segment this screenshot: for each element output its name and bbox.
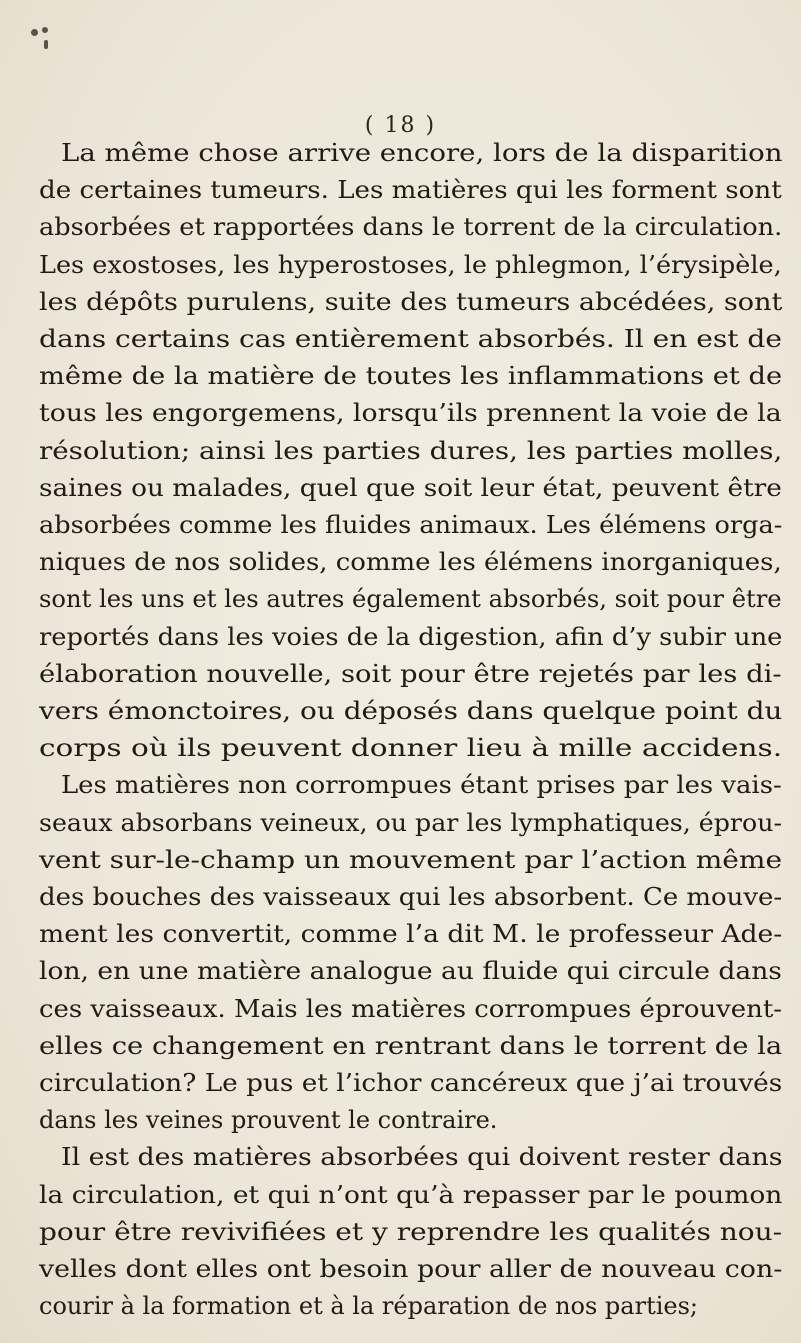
text-line: reportés dans les voies de la digestion, afin d’y subir une xyxy=(39,623,783,651)
ink-spot xyxy=(31,29,38,36)
text-line: absorbées et rapportées dans le torrent de la circulation. xyxy=(39,213,783,241)
text-line: dans les veines prouvent le contraire. xyxy=(39,1106,498,1134)
text-line: pour être revivifiées et y reprendre les qualités nou- xyxy=(39,1218,783,1246)
text-line: seaux absorbans veineux, ou par les lymphatiques, éprou- xyxy=(39,809,783,837)
text-line: velles dont elles ont besoin pour aller de nouveau con- xyxy=(39,1255,783,1283)
text-line: élaboration nouvelle, soit pour être rejetés par les di- xyxy=(39,660,782,688)
text-line: corps où ils peuvent donner lieu à mille accidens. xyxy=(39,734,783,762)
text-line: sont les uns et les autres également absorbés, soit pour être xyxy=(39,585,782,613)
text-line: Les matières non corrompues étant prises par les vais- xyxy=(61,771,782,799)
text-line: des bouches des vaisseaux qui les absorbent. Ce mouve- xyxy=(39,883,783,911)
text-line: ces vaisseaux. Mais les matières corrompues éprouvent- xyxy=(39,995,782,1023)
text-line: elles ce changement en rentrant dans le torrent de la xyxy=(39,1032,783,1060)
text-line: courir à la formation et à la réparation de nos parties; xyxy=(39,1292,699,1320)
text-line: vers émonctoires, ou déposés dans quelque point du xyxy=(39,697,783,725)
text-line: dans certains cas entièrement absorbés. Il en est de xyxy=(39,325,782,353)
text-line: saines ou malades, quel que soit leur état, peuvent être xyxy=(39,474,782,502)
text-line: même de la matière de toutes les inflammations et de xyxy=(39,362,783,390)
text-line: circulation? Le pus et l’ichor cancéreux que j’ai trouvés xyxy=(39,1069,783,1097)
text-line: tous les engorgemens, lorsqu’ils prennent la voie de la xyxy=(39,399,782,427)
text-line: absorbées comme les fluides animaux. Les élémens orga- xyxy=(39,511,783,539)
text-line: de certaines tumeurs. Les matières qui les forment sont xyxy=(39,176,782,204)
ink-spot xyxy=(42,27,48,33)
text-line: la circulation, et qui n’ont qu’à repasser par le poumon xyxy=(39,1181,783,1209)
text-line: vent sur-le-champ un mouvement par l’action même xyxy=(39,846,783,874)
text-line: niques de nos solides, comme les élémens inorganiques, xyxy=(39,548,782,576)
page-number: ( 18 ) xyxy=(364,113,437,138)
text-line: Les exostoses, les hyperostoses, le phlegmon, l’érysipèle, xyxy=(39,251,782,279)
text-line: ment les convertit, comme l’a dit M. le professeur Ade- xyxy=(39,920,783,948)
text-line: La même chose arrive encore, lors de la disparition xyxy=(61,139,783,167)
text-line: les dépôts purulens, suite des tumeurs abcédées, sont xyxy=(39,288,783,316)
text-line: lon, en une matière analogue au fluide qui circule dans xyxy=(39,957,782,985)
text-line: Il est des matières absorbées qui doivent rester dans xyxy=(61,1143,783,1171)
ink-spot xyxy=(44,40,48,49)
text-line: résolution; ainsi les parties dures, les parties molles, xyxy=(39,437,783,465)
